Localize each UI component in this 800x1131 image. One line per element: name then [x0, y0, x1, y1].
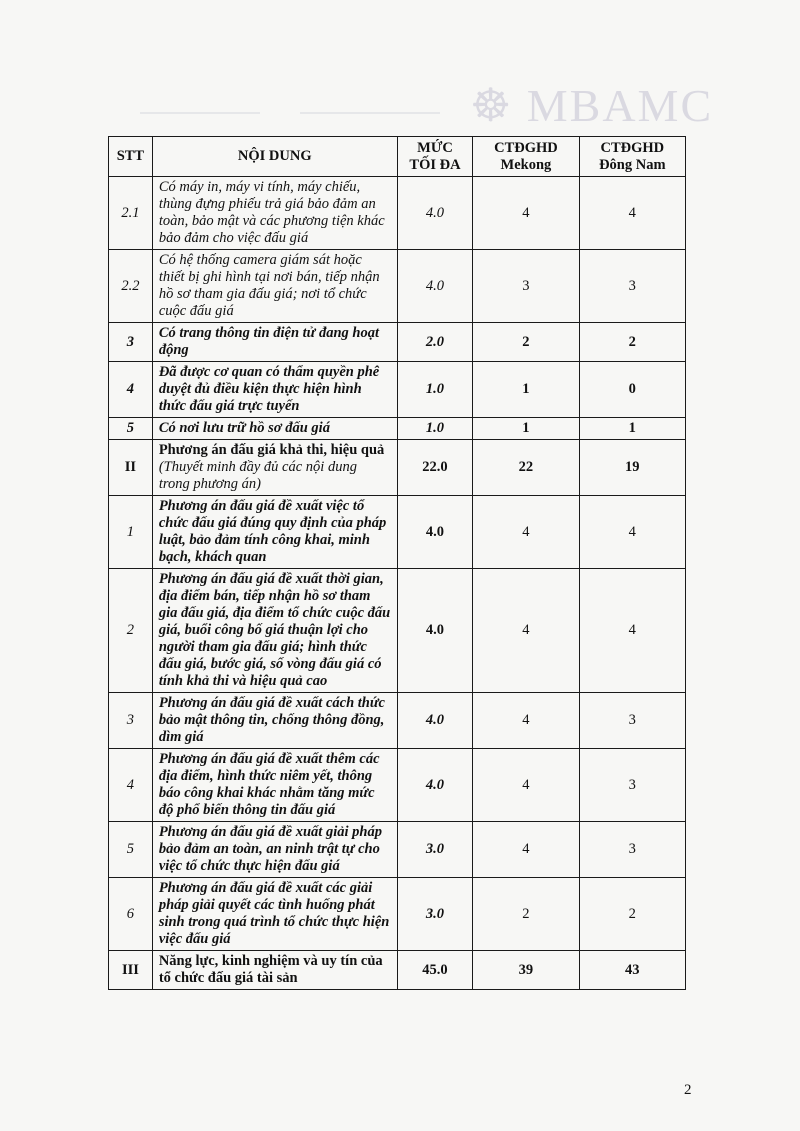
- row-content: Có máy in, máy vi tính, máy chiếu, thùng đựng phiếu trả giá bảo đảm an toàn, bảo mật và các phương tiện khác bảo đảm cho việc đấu giá: [152, 177, 397, 250]
- row-stt: 4: [109, 362, 153, 418]
- row-dongnam: 1: [579, 418, 685, 440]
- row-max: 1.0: [397, 418, 473, 440]
- table-row: [109, 418, 686, 440]
- row-mekong: 4: [473, 749, 579, 822]
- row-mekong: 4: [473, 177, 579, 250]
- row-dongnam: 4: [579, 569, 685, 693]
- row-content: Phương án đấu giá đề xuất giải pháp bảo đảm an toàn, an ninh trật tự cho việc tổ chức thực hiện đấu giá: [152, 822, 397, 878]
- row-mekong: 1: [473, 418, 579, 440]
- row-content: Có nơi lưu trữ hồ sơ đấu giá: [152, 418, 397, 440]
- row-mekong: 3: [473, 250, 579, 323]
- row-max: 22.0: [397, 440, 473, 496]
- row-max: 2.0: [397, 323, 473, 362]
- table-row: [109, 496, 686, 569]
- row-stt: II: [109, 440, 153, 496]
- row-stt: 2.2: [109, 250, 153, 323]
- row-stt: 5: [109, 418, 153, 440]
- row-stt: 1: [109, 496, 153, 569]
- row-content-bold: Phương án đấu giá khả thi, hiệu quả: [158, 442, 385, 458]
- row-dongnam: 19: [579, 440, 685, 496]
- row-dongnam: 4: [579, 177, 685, 250]
- row-mekong: 4: [473, 569, 579, 693]
- row-max: 4.0: [397, 250, 473, 323]
- table-row: [109, 440, 686, 496]
- row-dongnam: 3: [579, 250, 685, 323]
- row-content-note: (Thuyết minh đầy đủ các nội dung trong phương án): [158, 459, 357, 492]
- row-content: [152, 440, 397, 496]
- row-max: 4.0: [397, 693, 473, 749]
- table-row: [109, 749, 686, 822]
- row-mekong: 22: [473, 440, 579, 496]
- row-content: Phương án đấu giá đề xuất thêm các địa điểm, hình thức niêm yết, thông báo công khai khác nhằm tăng mức độ phổ biến thông tin đấu giá: [152, 749, 397, 822]
- row-dongnam: 2: [579, 323, 685, 362]
- row-dongnam: 3: [579, 693, 685, 749]
- table-row: [109, 693, 686, 749]
- table-row: [109, 250, 686, 323]
- header-content: NỘI DUNG: [152, 137, 397, 177]
- table-header-row: [109, 137, 686, 177]
- table-row: [109, 822, 686, 878]
- row-content: Phương án đấu giá đề xuất các giải pháp giải quyết các tình huống phát sinh trong quá trình tổ chức thực hiện việc đấu giá: [152, 878, 397, 951]
- row-mekong: 4: [473, 822, 579, 878]
- table-row: [109, 177, 686, 250]
- row-max: 4.0: [397, 749, 473, 822]
- row-max: 4.0: [397, 569, 473, 693]
- row-stt: 2.1: [109, 177, 153, 250]
- header-max: MỨC TỐI ĐA: [397, 137, 473, 177]
- row-max: 4.0: [397, 496, 473, 569]
- row-content: Phương án đấu giá đề xuất cách thức bảo mật thông tin, chống thông đồng, dìm giá: [152, 693, 397, 749]
- row-mekong: 1: [473, 362, 579, 418]
- row-stt: III: [109, 951, 153, 990]
- row-content: Năng lực, kinh nghiệm và uy tín của tổ chức đấu giá tài sản: [152, 951, 397, 990]
- row-max: 1.0: [397, 362, 473, 418]
- row-stt: 4: [109, 749, 153, 822]
- row-dongnam: 2: [579, 878, 685, 951]
- row-stt: 3: [109, 323, 153, 362]
- evaluation-table: [108, 136, 686, 990]
- row-dongnam: 0: [579, 362, 685, 418]
- table-row: [109, 569, 686, 693]
- table-row: [109, 362, 686, 418]
- table-row: [109, 951, 686, 990]
- row-max: 45.0: [397, 951, 473, 990]
- row-stt: 3: [109, 693, 153, 749]
- row-stt: 6: [109, 878, 153, 951]
- row-content: Có hệ thống camera giám sát hoặc thiết bị ghi hình tại nơi bán, tiếp nhận hồ sơ tham gia đấu giá; nơi tổ chức cuộc đấu giá: [152, 250, 397, 323]
- row-mekong: 2: [473, 878, 579, 951]
- header-stt: STT: [109, 137, 153, 177]
- row-content: Phương án đấu giá đề xuất thời gian, địa điểm bán, tiếp nhận hồ sơ tham gia đấu giá, địa điểm tổ chức cuộc đấu giá, buổi công bố giá thuận lợi cho người tham gia đấu giá; hình thức đấu giá, bước giá, số vòng đấu giá có tính khả thi và hiệu quả cao: [152, 569, 397, 693]
- row-stt: 2: [109, 569, 153, 693]
- table-row: [109, 323, 686, 362]
- row-max: 3.0: [397, 822, 473, 878]
- row-mekong: 4: [473, 693, 579, 749]
- bleed-line: [300, 112, 440, 114]
- row-content: Phương án đấu giá đề xuất việc tổ chức đấu giá đúng quy định của pháp luật, bảo đảm tính công khai, minh bạch, khách quan: [152, 496, 397, 569]
- row-dongnam: 3: [579, 822, 685, 878]
- row-mekong: 2: [473, 323, 579, 362]
- table-row: [109, 878, 686, 951]
- row-mekong: 4: [473, 496, 579, 569]
- row-max: 3.0: [397, 878, 473, 951]
- header-dongnam: CTĐGHD Đông Nam: [579, 137, 685, 177]
- row-stt: 5: [109, 822, 153, 878]
- row-mekong: 39: [473, 951, 579, 990]
- row-content: Đã được cơ quan có thẩm quyền phê duyệt đủ điều kiện thực hiện hình thức đấu giá trực tuyến: [152, 362, 397, 418]
- bleed-line: [140, 112, 260, 114]
- page-number: 2: [684, 1082, 692, 1098]
- row-dongnam: 4: [579, 496, 685, 569]
- row-content: Có trang thông tin điện tử đang hoạt động: [152, 323, 397, 362]
- row-dongnam: 3: [579, 749, 685, 822]
- row-max: 4.0: [397, 177, 473, 250]
- row-dongnam: 43: [579, 951, 685, 990]
- header-mekong: CTĐGHD Mekong: [473, 137, 579, 177]
- bleed-through-logo: ☸ MBAMC: [470, 80, 714, 131]
